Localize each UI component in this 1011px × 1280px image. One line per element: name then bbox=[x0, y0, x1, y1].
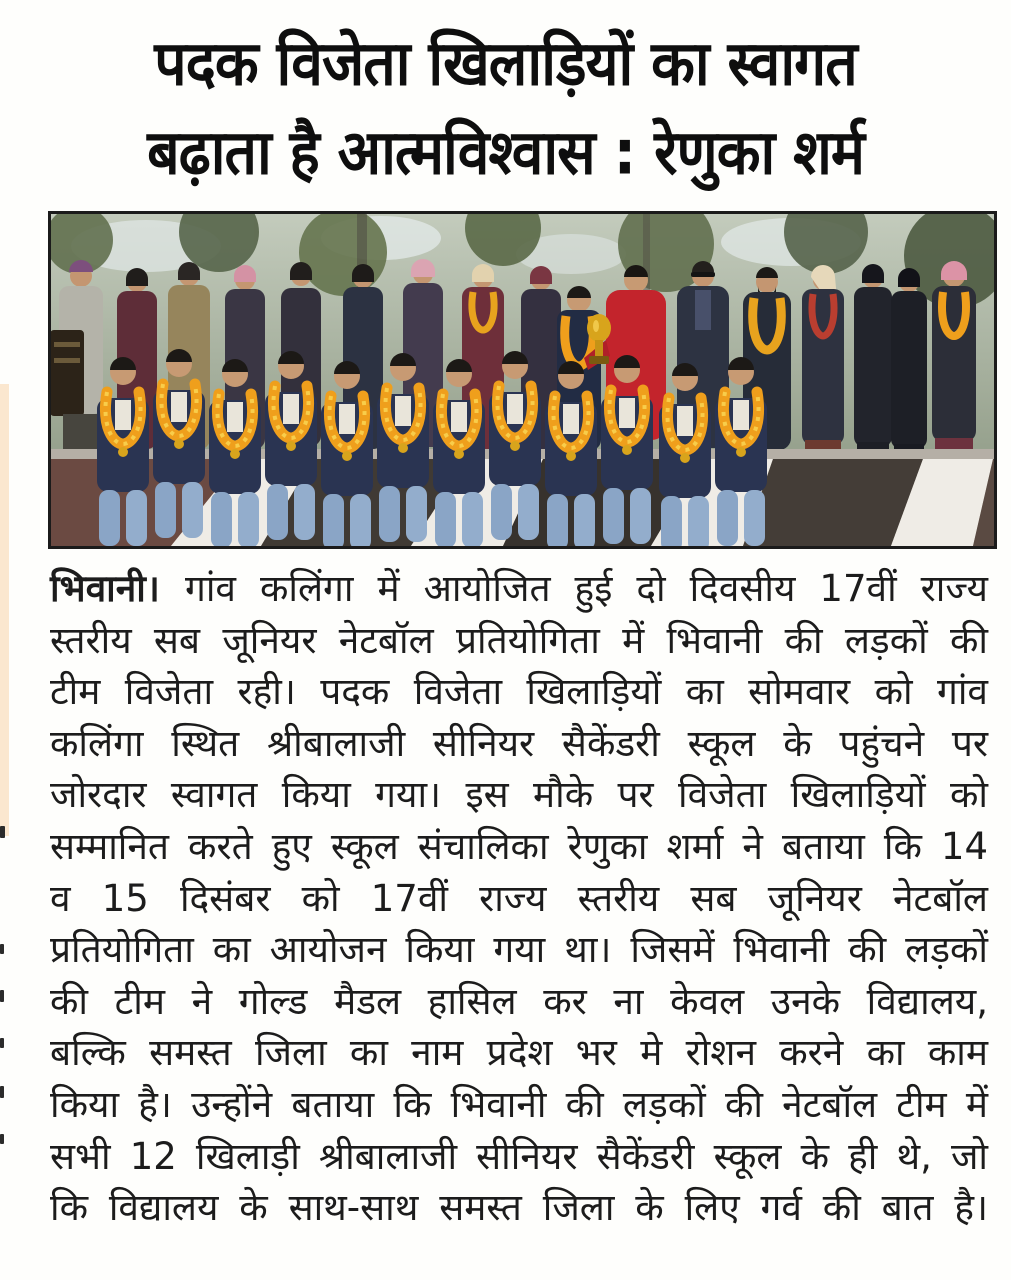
article-body bbox=[50, 563, 988, 1234]
article-line: जोरदार स्वागत किया गया। इस मौके पर विजेता खिलाड़ियों को bbox=[50, 773, 988, 817]
group-photo bbox=[48, 211, 997, 549]
headline-line-1: पदक विजेता खिलाड़ियों का स्वागत bbox=[154, 28, 857, 100]
article-line: भिवानी। गांव कलिंगा में आयोजित हुई दो दिवसीय 17वीं राज्य bbox=[50, 567, 988, 610]
article-headline bbox=[28, 20, 983, 198]
article-line: कलिंगा स्थित श्रीबालाजी सीनियर सैकेंडरी स्कूल के पहुंचने पर bbox=[50, 721, 988, 765]
article-line: स्तरीय सब जूनियर नेटबॉल प्रतियोगिता में भिवानी की लड़कों की bbox=[50, 618, 988, 662]
edge-mark bbox=[0, 990, 4, 1002]
dateline: भिवानी। bbox=[50, 567, 185, 610]
article-line: सम्मानित करते हुए स्कूल संचालिका रेणुका शर्मा ने बताया कि 14 bbox=[50, 824, 988, 868]
edge-mark bbox=[0, 826, 5, 838]
article-line: सभी 12 खिलाड़ी श्रीबालाजी सीनियर सैकेंडरी स्कूल के ही थे, जो bbox=[50, 1134, 988, 1178]
edge-mark bbox=[0, 1038, 4, 1048]
article-line: की टीम ने गोल्ड मैडल हासिल कर ना केवल उनके विद्यालय, bbox=[50, 979, 988, 1023]
article-line: व 15 दिसंबर को 17वीं राज्य स्तरीय सब जूनियर नेटबॉल bbox=[50, 876, 988, 920]
article-line: कि विद्यालय के साथ-साथ समस्त जिला के लिए गर्व की बात है। bbox=[50, 1186, 988, 1230]
edge-mark bbox=[0, 944, 4, 954]
article-line: किया है। उन्होंने बताया कि भिवानी की लड़कों की नेटबॉल टीम में bbox=[50, 1082, 988, 1126]
left-edge-strip bbox=[0, 384, 9, 836]
group-photo-illustration bbox=[51, 214, 994, 546]
article-line: टीम विजेता रही। पदक विजेता खिलाड़ियों का सोमवार को गांव bbox=[50, 670, 988, 714]
headline-line-2: बढ़ाता है आत्मविश्वास : रेणुका शर्म bbox=[147, 117, 864, 189]
edge-mark bbox=[0, 1134, 4, 1144]
article-line: बल्कि समस्त जिला का नाम प्रदेश भर मे रोशन करने का काम bbox=[50, 1031, 988, 1075]
article-line: प्रतियोगिता का आयोजन किया गया था। जिसमें भिवानी की लड़कों bbox=[50, 928, 988, 972]
edge-mark bbox=[0, 1086, 4, 1098]
